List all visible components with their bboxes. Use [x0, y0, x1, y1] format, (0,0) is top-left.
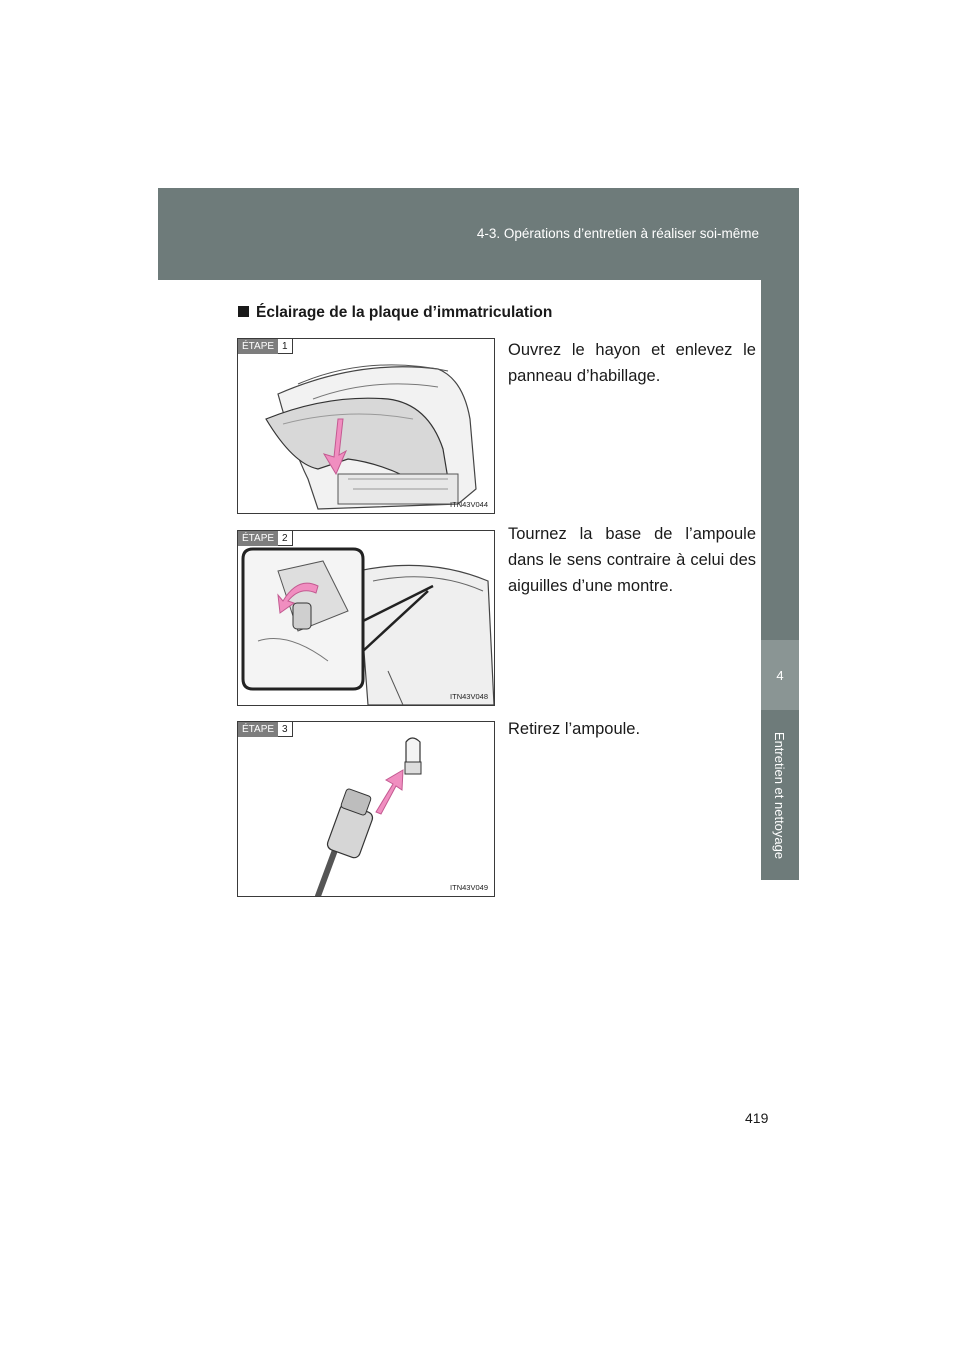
step-word: ÉTAPE — [238, 722, 278, 737]
step-number: 3 — [278, 722, 293, 737]
heading-text: Éclairage de la plaque d’immatriculation — [256, 304, 553, 321]
figure-code: ITN43V049 — [450, 883, 488, 892]
header-band — [158, 188, 799, 280]
chapter-number: 4 — [776, 667, 784, 683]
step-text-3: Retirez l’ampoule. — [508, 720, 641, 738]
section-title: 4-3. Opérations d’entretien à réaliser soi-même — [476, 226, 759, 241]
figure-code: ITN43V048 — [450, 692, 488, 701]
figure-step-2 — [237, 530, 495, 706]
figure-step-1 — [237, 338, 495, 514]
bulb-socket-turn-illustration — [238, 531, 494, 705]
step-number: 2 — [278, 531, 293, 546]
step-word: ÉTAPE — [238, 531, 278, 546]
step-word: ÉTAPE — [238, 339, 278, 354]
chapter-label: Entretien et nettoyage — [772, 731, 788, 859]
chapter-number-box — [761, 640, 799, 710]
step-badge-2 — [238, 531, 293, 546]
tailgate-trim-illustration — [238, 339, 494, 513]
figure-step-3 — [237, 721, 495, 897]
step-text-1: Ouvrez le hayon et enlevez le panneau d’habillage. — [508, 341, 756, 385]
chapter-label-wrap — [761, 715, 799, 875]
figure-code: ITN43V044 — [450, 500, 488, 509]
square-bullet-icon — [238, 306, 249, 317]
section-heading — [238, 304, 552, 322]
step-badge-3 — [238, 722, 293, 737]
step-text-2: Tournez la base de l’ampoule dans le sens contraire à celui des aiguilles d’une montre. — [508, 525, 756, 595]
page-number: 419 — [745, 1110, 769, 1126]
step-badge-1 — [238, 339, 293, 354]
step-number: 1 — [278, 339, 293, 354]
bulb-removal-illustration — [238, 722, 494, 896]
